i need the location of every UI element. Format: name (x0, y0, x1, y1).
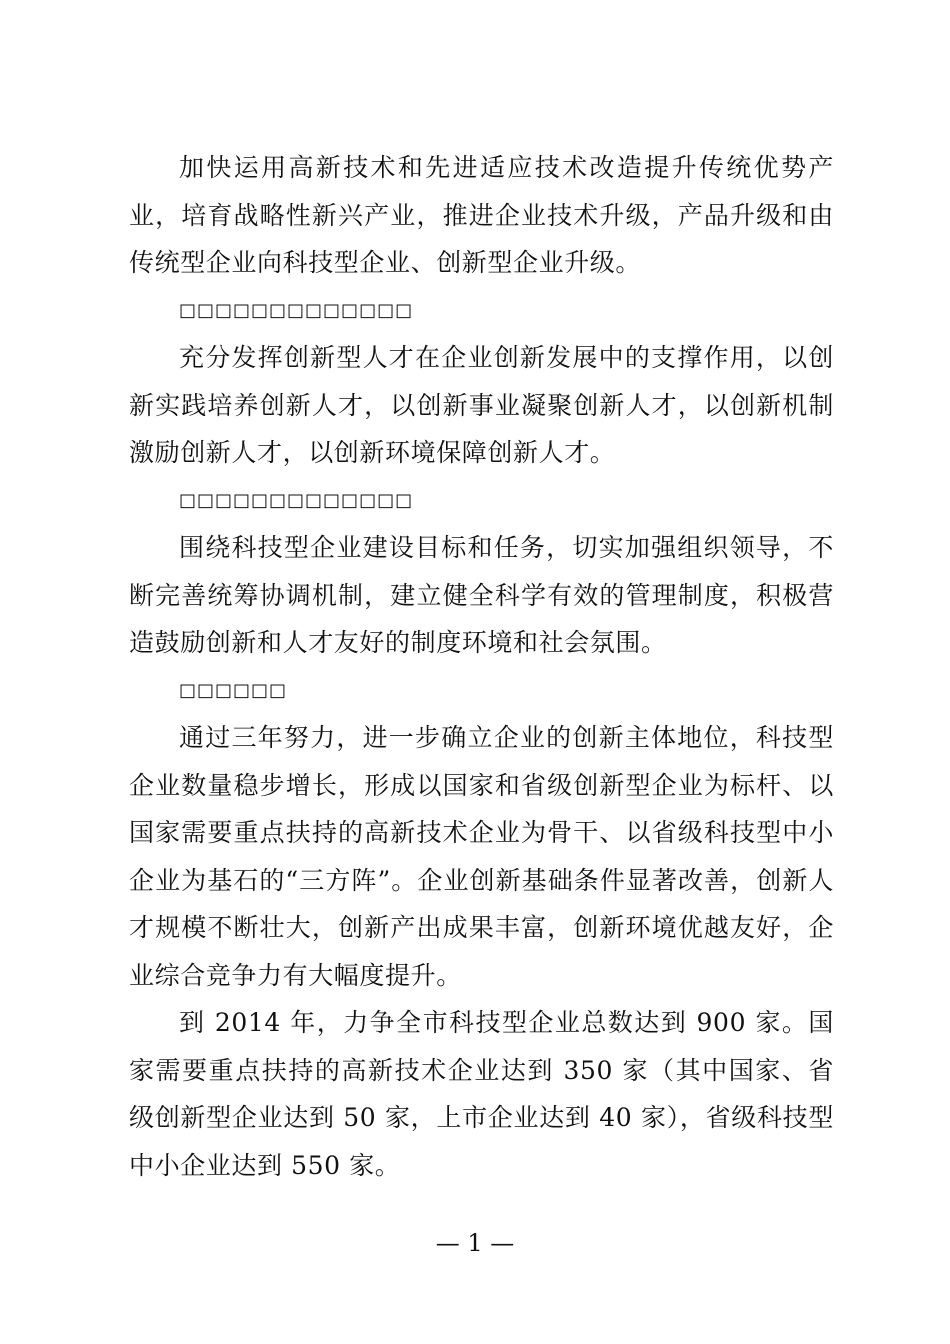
section-heading-talent: □□□□□□□□□□□□□ (179, 299, 414, 321)
paragraph-organization-leadership: 围绕科技型企业建设目标和任务，切实加强组织领导，不断完善统筹协调机制，建立健全科学有效的管理制度，积极营造鼓励创新和人才友好的制度环境和社会氛围。 (129, 533, 834, 657)
paragraph-innovative-talent: 充分发挥创新型人才在企业创新发展中的支撑作用，以创新实践培养创新人才，以创新事业凝聚创新人才，以创新机制激励创新人才，以创新环境保障创新人才。 (129, 343, 834, 467)
section-heading-organization: □□□□□□□□□□□□□ (179, 489, 414, 511)
paragraph-2014-targets: 到 2014 年，力争全市科技型企业总数达到 900 家。国家需要重点扶持的高新技术企业达到 350 家（其中国家、省级创新型企业达到 50 家，上市企业达到 40 家），省级科技型中小企业达到 550 家。 (129, 1008, 834, 1180)
section-heading-goals: □□□□□□ (179, 679, 288, 701)
page-number: — 1 — (435, 1229, 515, 1257)
paragraph-three-year-goals: 通过三年努力，进一步确立企业的创新主体地位，科技型企业数量稳步增长，形成以国家和省级创新型企业为标杆、以国家需要重点扶持的高新技术企业为骨干、以省级科技型中小企业为基石的“三方阵”。企业创新基础条件显著改善，创新人才规模不断壮大，创新产出成果丰富，创新环境优越友好，企业综合竞争力有大幅度提升。 (129, 723, 834, 990)
document-body (129, 144, 834, 1189)
paragraph-upgrade-industries: 加快运用高新技术和先进适应技术改造提升传统优势产业，培育战略性新兴产业，推进企业技术升级，产品升级和由传统型企业向科技型企业、创新型企业升级。 (129, 153, 834, 277)
